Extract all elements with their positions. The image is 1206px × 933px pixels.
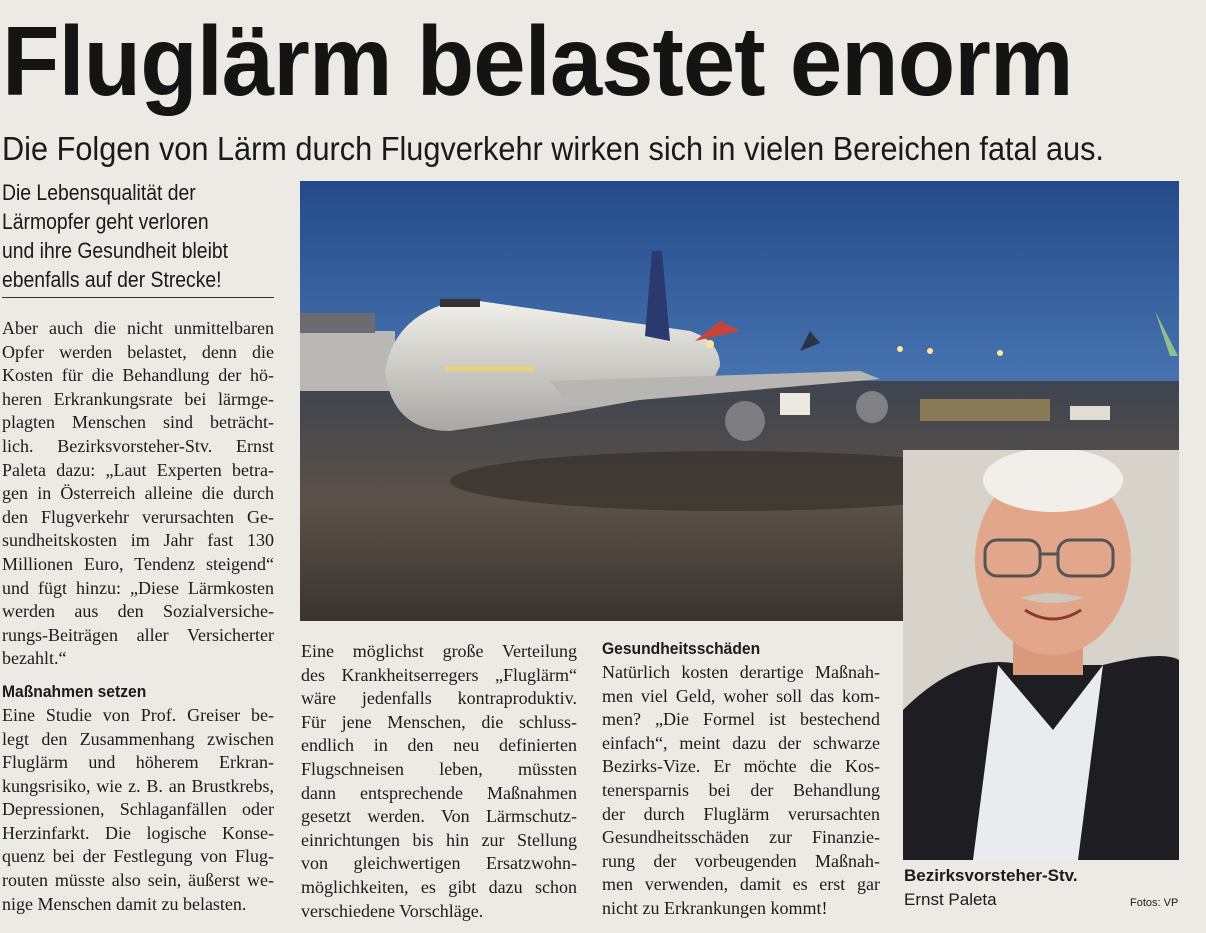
text-line: Eine Studie von Prof. Greiser be- — [2, 704, 274, 725]
text-line: wäre jedenfalls kontraproduktiv. — [301, 688, 577, 709]
column-3-paragraph — [602, 661, 880, 921]
portrait-photo — [903, 450, 1179, 860]
text-line: gesetzt werden. Von Lärmschutz- — [301, 806, 577, 827]
text-line: rungs-Beiträgen aller Versicherter — [2, 624, 274, 645]
column-1-paragraph-2 — [2, 704, 274, 916]
section-heading-gesundheitsschaeden: Gesundheitsschäden — [602, 639, 761, 658]
text-line: men? „Die Formel ist bestechend — [602, 709, 880, 730]
headline: Fluglärm belastet enorm — [2, 6, 1073, 116]
text-line: lich. Bezirksvorsteher-Stv. Ernst — [2, 435, 274, 456]
text-line: von gleichwertigen Ersatzwohn- — [301, 853, 577, 874]
column-1 — [2, 317, 274, 916]
column-2 — [301, 640, 577, 923]
text-line: Millionen Euro, Tendenz steigend“ — [2, 553, 274, 574]
text-line: Herzinfarkt. Die logische Konse- — [2, 822, 274, 843]
text-line: nige Menschen damit zu belasten. — [2, 893, 247, 914]
teaser-line: und ihre Gesundheit bleibt — [2, 238, 229, 263]
text-line: werden aus den Sozialversiche- — [2, 601, 274, 622]
text-line: bezahlt.“ — [2, 648, 67, 669]
text-line: Für jene Menschen, die schluss- — [301, 711, 577, 732]
text-line: legt den Zusammenhang zwischen — [2, 728, 274, 749]
text-line: Kosten für die Behandlung der hö- — [2, 365, 274, 386]
subheadline: Die Folgen von Lärm durch Flugverkehr wirken sich in vielen Bereichen fatal aus. — [2, 130, 1104, 167]
teaser-divider — [2, 297, 274, 298]
text-line: Bezirks-Vize. Er möchte die Kos- — [602, 756, 880, 777]
text-line: sundheitskosten im Jahr fast 130 — [2, 530, 274, 551]
text-line: Opfer werden belastet, denn die — [2, 341, 274, 362]
text-line: Fluglärm und höherem Erkran- — [2, 752, 274, 773]
column-3 — [602, 637, 880, 921]
text-line: men viel Geld, woher soll das kom- — [602, 685, 880, 706]
text-line: tenersparnis bei der Behandlung — [602, 779, 880, 800]
text-line: einrichtungen bis hin zur Stellung — [301, 829, 577, 850]
text-line: Flugschneisen leben, müssten — [301, 758, 577, 779]
text-line: quenz bei der Festlegung von Flug- — [2, 846, 274, 867]
text-line: endlich in den neu definierten — [301, 735, 577, 756]
text-line: rung der vorbeugenden Maßnah- — [602, 850, 880, 871]
section-heading-massnahmen: Maßnahmen setzen — [2, 681, 147, 701]
text-line: plagten Menschen sind beträcht- — [2, 412, 274, 433]
text-line: routen müsste also sein, äußerst we- — [2, 870, 274, 891]
text-line: dann entsprechende Maßnahmen — [301, 782, 577, 803]
text-line: des Krankheitserregers „Fluglärm“ — [301, 664, 577, 685]
photo-caption-name: Ernst Paleta — [904, 890, 997, 909]
column-1-paragraph — [2, 317, 274, 671]
teaser — [2, 178, 292, 294]
text-line: einfach“, meint dazu der schwarze — [602, 732, 880, 753]
text-line: kungsrisiko, wie z. B. an Brustkrebs, — [2, 775, 274, 796]
text-line: Natürlich kosten derartige Maßnah- — [602, 662, 880, 682]
photo-credit: Fotos: VP — [1130, 897, 1179, 909]
column-2-paragraph — [301, 640, 577, 923]
text-line: nicht zu Erkrankungen kommt! — [602, 897, 828, 918]
text-line: Paleta dazu: „Laut Experten betra- — [2, 459, 274, 480]
text-line: und fügt hinzu: „Diese Lärmkosten — [2, 577, 274, 598]
text-line: Aber auch die nicht unmittelbaren — [2, 318, 274, 338]
teaser-line: Die Lebensqualität der — [2, 180, 196, 205]
photo-caption-title: Bezirksvorsteher-Stv. — [904, 866, 1078, 885]
text-line: der durch Fluglärm verursachten — [602, 803, 880, 824]
text-line: Gesundheitsschäden zur Finanzie- — [602, 827, 880, 848]
teaser-line: Lärmopfer geht verloren — [2, 209, 209, 234]
text-line: Eine möglichst große Verteilung — [301, 641, 577, 661]
text-line: gen in Österreich alleine die durch — [2, 483, 274, 504]
text-line: men verwenden, damit es erst gar — [602, 874, 880, 895]
text-line: verschiedene Vorschläge. — [301, 900, 484, 921]
text-line: heren Erkrankungsrate bei lärmge- — [2, 388, 274, 409]
teaser-line: ebenfalls auf der Strecke! — [2, 267, 222, 292]
text-line: Depressionen, Schlaganfällen oder — [2, 799, 274, 820]
text-line: möglichkeiten, es gibt dazu schon — [301, 876, 577, 897]
text-line: den Flugverkehr verursachten Ge- — [2, 506, 274, 527]
